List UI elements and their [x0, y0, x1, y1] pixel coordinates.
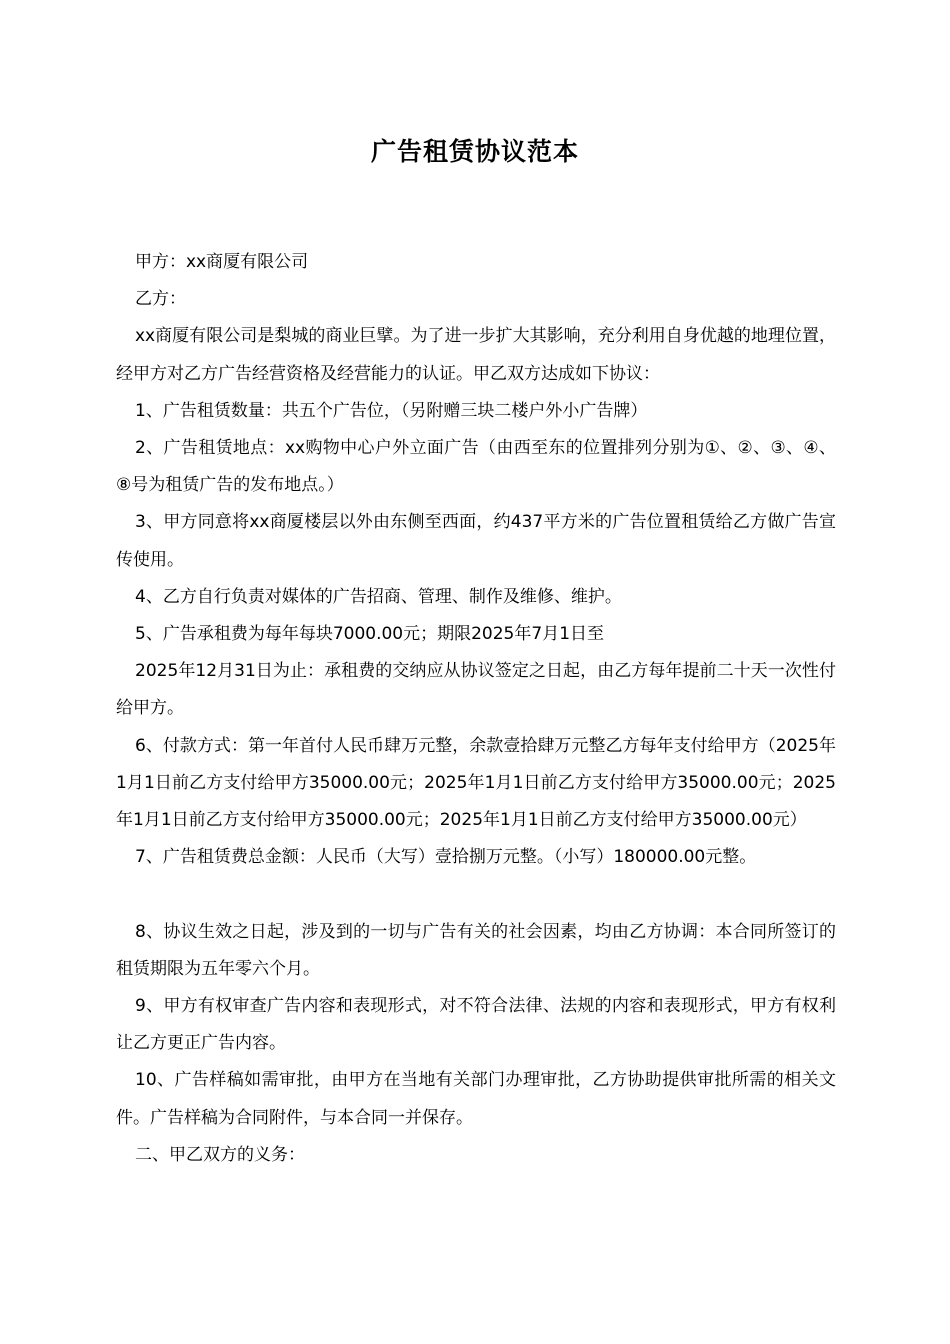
document-title: 广告租赁协议范本	[370, 137, 579, 166]
clause-8: 8、协议生效之日起，涉及到的一切与广告有关的社会因素，均由乙方协调：本合同所签订的租赁期限为五年零六个月。	[116, 921, 836, 979]
party-a-line: 甲方：xx商厦有限公司	[135, 252, 309, 272]
section-2-heading: 二、甲乙双方的义务：	[135, 1144, 305, 1165]
intro-paragraph: xx商厦有限公司是梨城的商业巨擘。为了进一步扩大其影响，充分利用自身优越的地理位置，经甲方对乙方广告经营资格及经营能力的认证。甲乙双方达成如下协议：	[116, 326, 836, 384]
clause-1: 1、广告租赁数量：共五个广告位，（另附赠三块二楼户外小广告牌）	[135, 400, 648, 421]
clause-7: 7、广告租赁费总金额：人民币（大写）壹拾捌万元整。（小写）180000.00元整。	[135, 847, 757, 868]
clause-3: 3、甲方同意将xx商厦楼层以外由东侧至西面，约437平方米的广告位置租赁给乙方做广告宣传使用。	[116, 512, 836, 570]
party-b-line: 乙方：	[135, 289, 186, 310]
clause-2: 2、广告租赁地点：xx购物中心户外立面广告（由西至东的位置排列分别为①、②、③、④、⑧号为租赁广告的发布地点。）	[116, 438, 836, 496]
clause-10: 10、广告样稿如需审批，由甲方在当地有关部门办理审批，乙方协助提供审批所需的相关文件。广告样稿为合同附件，与本合同一并保存。	[116, 1070, 836, 1128]
clause-5-continued: 2025年12月31日为止：承租费的交纳应从协议签定之日起，由乙方每年提前二十天一次性付给甲方。	[116, 661, 836, 719]
clause-4: 4、乙方自行负责对媒体的广告招商、管理、制作及维修、维护。	[135, 586, 622, 607]
clause-6: 6、付款方式：第一年首付人民币肆万元整，余款壹拾肆万元整乙方每年支付给甲方（2025年1月1日前乙方支付给甲方35000.00元；2025年1月1日前乙方支付给甲方35000.00元；2025年1月1日前乙方支付给甲方35000.00元；2025年1月1日前乙方支付给甲方35000.00元）	[116, 735, 836, 831]
clause-5: 5、广告承租费为每年每块7000.00元；期限2025年7月1日至	[135, 624, 605, 645]
document-body	[116, 244, 836, 1174]
clause-9: 9、甲方有权审查广告内容和表现形式，对不符合法律、法规的内容和表现形式，甲方有权利让乙方更正广告内容。	[116, 996, 836, 1054]
